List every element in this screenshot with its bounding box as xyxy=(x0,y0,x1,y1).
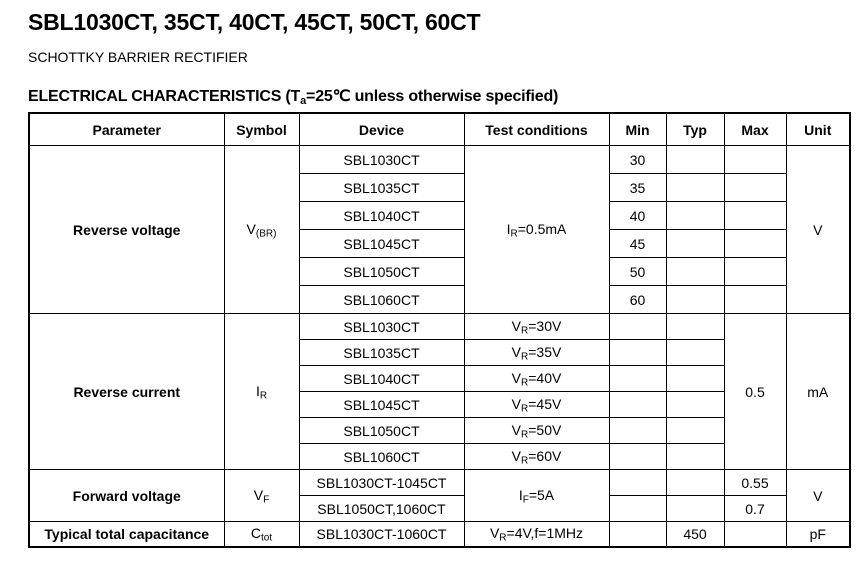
typ-cell xyxy=(666,418,724,444)
min-cell: 45 xyxy=(609,230,666,258)
test-text: V xyxy=(511,421,521,438)
test-conditions-cell xyxy=(464,444,609,470)
symbol-subscript: (BR) xyxy=(255,228,277,239)
unit-cell: pF xyxy=(786,522,850,547)
col-header-test-conditions: Test conditions xyxy=(464,113,609,146)
heading-text-post: =25℃ unless otherwise specified) xyxy=(306,88,559,105)
test-conditions-cell xyxy=(464,366,609,392)
max-cell xyxy=(724,146,786,174)
typ-cell xyxy=(666,392,724,418)
min-cell: 35 xyxy=(609,174,666,202)
test-text: =45V xyxy=(528,395,562,412)
col-header-parameter: Parameter xyxy=(29,113,224,146)
max-cell xyxy=(724,174,786,202)
min-cell xyxy=(609,314,666,340)
min-cell xyxy=(609,496,666,522)
typ-cell xyxy=(666,496,724,522)
min-cell xyxy=(609,418,666,444)
min-cell xyxy=(609,340,666,366)
test-text: I xyxy=(518,486,523,503)
test-subscript: R xyxy=(510,228,518,239)
symbol-text: V xyxy=(246,220,256,237)
test-conditions-cell xyxy=(464,522,609,547)
test-text: =4V,f=1MHz xyxy=(506,524,584,541)
max-cell xyxy=(724,522,786,547)
test-text: V xyxy=(511,447,521,464)
device-cell: SBL1030CT-1060CT xyxy=(299,522,464,547)
typ-cell xyxy=(666,146,724,174)
min-cell xyxy=(609,470,666,496)
page-title: SBL1030CT, 35CT, 40CT, 45CT, 50CT, 60CT xyxy=(28,9,481,35)
symbol-subscript: F xyxy=(263,494,270,505)
max-cell xyxy=(724,202,786,230)
parameter-cell: Forward voltage xyxy=(29,470,224,522)
test-text: V xyxy=(489,524,500,541)
section-heading xyxy=(28,86,850,107)
table-row xyxy=(29,522,850,547)
typ-cell xyxy=(666,366,724,392)
test-conditions-cell xyxy=(464,146,609,314)
typ-cell xyxy=(666,258,724,286)
device-cell: SBL1045CT xyxy=(299,230,464,258)
table-row xyxy=(29,146,850,174)
symbol-text: V xyxy=(253,486,264,503)
typ-cell xyxy=(666,470,724,496)
table-row xyxy=(29,470,850,496)
test-conditions-cell xyxy=(464,418,609,444)
heading-text-pre: ELECTRICAL CHARACTERISTICS (T xyxy=(28,88,301,105)
typ-cell xyxy=(666,340,724,366)
device-cell: SBL1035CT xyxy=(299,174,464,202)
symbol-cell xyxy=(224,522,299,547)
device-cell: SBL1040CT xyxy=(299,366,464,392)
min-cell xyxy=(609,392,666,418)
min-cell xyxy=(609,522,666,547)
device-cell: SBL1060CT xyxy=(299,444,464,470)
test-subscript: R xyxy=(521,377,529,388)
max-cell xyxy=(724,258,786,286)
symbol-cell xyxy=(224,146,299,314)
test-subscript: R xyxy=(499,532,507,544)
symbol-cell xyxy=(224,470,299,522)
test-subscript: R xyxy=(521,403,529,414)
symbol-cell xyxy=(224,314,299,470)
test-text: =50V xyxy=(528,421,562,438)
test-subscript: R xyxy=(521,325,529,336)
parameter-cell: Reverse voltage xyxy=(29,146,224,314)
min-cell xyxy=(609,444,666,470)
parameter-cell: Reverse current xyxy=(29,314,224,470)
test-text: =5A xyxy=(528,486,555,503)
col-header-typ: Typ xyxy=(666,113,724,146)
max-cell: 0.5 xyxy=(724,314,786,470)
test-conditions-cell xyxy=(464,470,609,522)
typ-cell xyxy=(666,230,724,258)
test-conditions-cell xyxy=(464,314,609,340)
max-cell xyxy=(724,230,786,258)
test-text: V xyxy=(511,317,521,334)
device-cell: SBL1060CT xyxy=(299,286,464,314)
min-cell: 30 xyxy=(609,146,666,174)
device-cell: SBL1030CT-1045CT xyxy=(299,470,464,496)
symbol-subscript: R xyxy=(259,390,268,401)
max-cell: 0.7 xyxy=(724,496,786,522)
test-conditions-cell xyxy=(464,392,609,418)
device-cell: SBL1040CT xyxy=(299,202,464,230)
device-cell: SBL1035CT xyxy=(299,340,464,366)
typ-cell xyxy=(666,174,724,202)
test-subscript: R xyxy=(521,455,529,466)
max-cell xyxy=(724,286,786,314)
device-cell: SBL1050CT xyxy=(299,258,464,286)
device-cell: SBL1050CT,1060CT xyxy=(299,496,464,522)
typ-cell xyxy=(666,444,724,470)
typ-cell xyxy=(666,314,724,340)
test-subscript: R xyxy=(521,351,529,362)
col-header-device: Device xyxy=(299,113,464,146)
test-text: =0.5mA xyxy=(517,220,567,237)
typ-cell xyxy=(666,286,724,314)
test-text: V xyxy=(511,343,521,360)
test-conditions-cell xyxy=(464,340,609,366)
device-cell: SBL1030CT xyxy=(299,314,464,340)
symbol-subscript: tot xyxy=(261,532,273,544)
test-text: V xyxy=(511,369,521,386)
test-text: =40V xyxy=(528,369,562,386)
unit-cell: mA xyxy=(786,314,850,470)
test-subscript: F xyxy=(522,494,529,505)
unit-cell: V xyxy=(786,146,850,314)
col-header-symbol: Symbol xyxy=(224,113,299,146)
electrical-characteristics-table xyxy=(28,112,851,548)
device-cell: SBL1045CT xyxy=(299,392,464,418)
test-text: I xyxy=(506,220,511,237)
test-subscript: R xyxy=(521,429,529,440)
col-header-unit: Unit xyxy=(786,113,850,146)
typ-cell xyxy=(666,202,724,230)
table-row xyxy=(29,314,850,340)
min-cell xyxy=(609,366,666,392)
heading-subscript: a xyxy=(300,94,307,107)
min-cell: 50 xyxy=(609,258,666,286)
unit-cell: V xyxy=(786,470,850,522)
col-header-min: Min xyxy=(609,113,666,146)
test-text: =60V xyxy=(528,447,562,464)
min-cell: 60 xyxy=(609,286,666,314)
typ-cell: 450 xyxy=(666,522,724,547)
max-cell: 0.55 xyxy=(724,470,786,496)
table-header-row xyxy=(29,113,850,146)
device-cell: SBL1030CT xyxy=(299,146,464,174)
page-subtitle: SCHOTTKY BARRIER RECTIFIER xyxy=(28,49,248,65)
symbol-text: I xyxy=(255,382,260,399)
parameter-cell: Typical total capacitance xyxy=(29,522,224,547)
col-header-max: Max xyxy=(724,113,786,146)
test-text: =30V xyxy=(528,317,562,334)
test-text: =35V xyxy=(528,343,562,360)
test-text: V xyxy=(511,395,521,412)
min-cell: 40 xyxy=(609,202,666,230)
device-cell: SBL1050CT xyxy=(299,418,464,444)
symbol-text: C xyxy=(250,524,261,541)
